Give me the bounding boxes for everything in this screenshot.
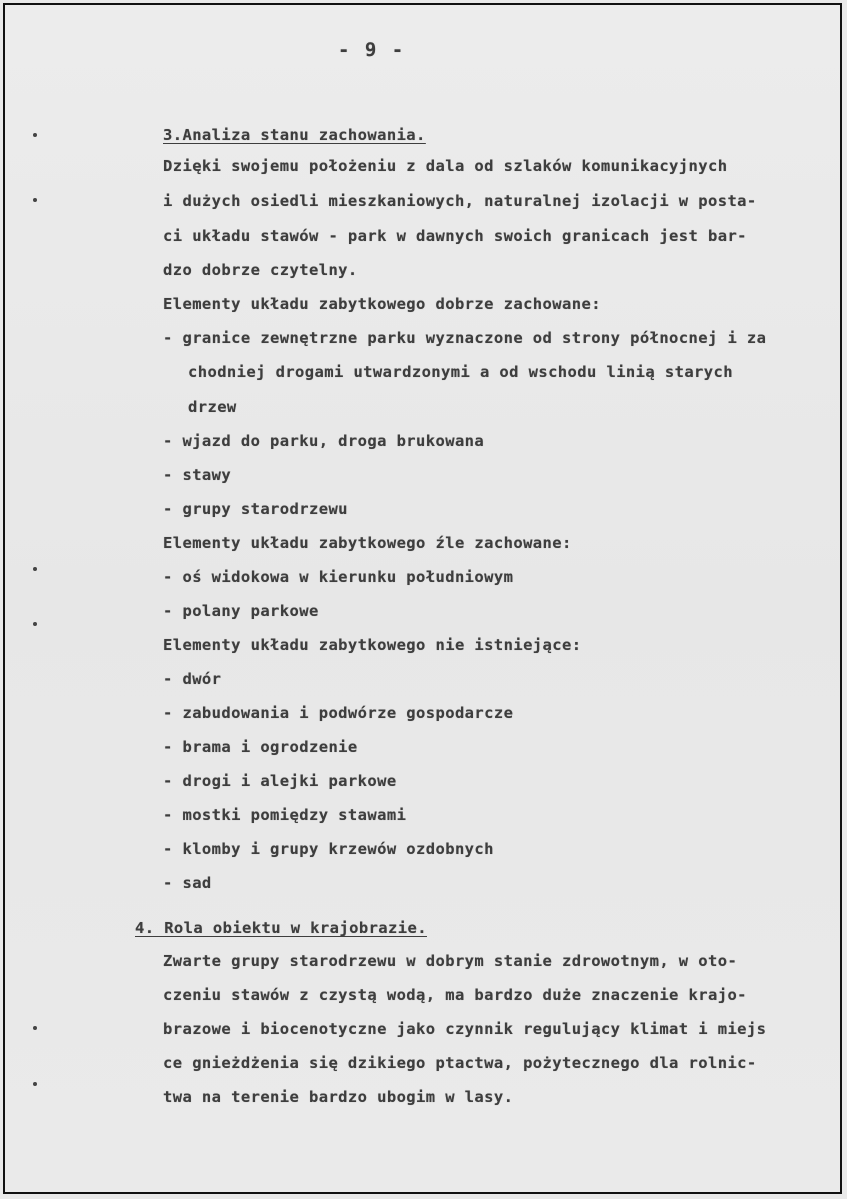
margin-dot [33,567,37,571]
list-item-continuation: drzew [188,398,237,416]
list-item: - dwór [163,670,222,688]
paragraph-line: dzo dobrze czytelny. [163,261,358,279]
section-3-heading: 3.Analiza stanu zachowania. [163,126,426,144]
list-item-continuation: chodniej drogami utwardzonymi a od wschodu linią starych [188,363,733,381]
paragraph-line: i dużych osiedli mieszkaniowych, naturalnej izolacji w posta- [163,192,757,210]
paragraph-line: ce gnieżdżenia się dzikiego ptactwa, pożytecznego dla rolnic- [163,1054,757,1072]
page-number: - 9 - [338,39,406,61]
list-item: - grupy starodrzewu [163,500,348,518]
paragraph-line: Dzięki swojemu położeniu z dala od szlaków komunikacyjnych [163,157,728,175]
list-item: - sad [163,874,212,892]
list-item: - oś widokowa w kierunku południowym [163,568,514,586]
paragraph-line: twa na terenie bardzo ubogim w lasy. [163,1088,514,1106]
document-page [3,3,842,1194]
paragraph-line: czeniu stawów z czystą wodą, ma bardzo duże znaczenie krajo- [163,986,747,1004]
paragraph-line: ci układu stawów - park w dawnych swoich granicach jest bar- [163,227,747,245]
subheading-nonexistent: Elementy układu zabytkowego nie istniejące: [163,636,582,654]
margin-dot [33,1082,37,1086]
paragraph-line: brazowe i biocenotyczne jako czynnik regulujący klimat i miejs [163,1020,767,1038]
paragraph-line: Zwarte grupy starodrzewu w dobrym stanie zdrowotnym, w oto- [163,952,738,970]
list-item: - klomby i grupy krzewów ozdobnych [163,840,494,858]
subheading-poorly-preserved: Elementy układu zabytkowego źle zachowane: [163,534,572,552]
list-item: - wjazd do parku, droga brukowana [163,432,485,450]
margin-dot [33,622,37,626]
list-item: - polany parkowe [163,602,319,620]
section-4-heading: 4. Rola obiektu w krajobrazie. [135,919,427,937]
margin-dot [33,133,37,137]
list-item: - brama i ogrodzenie [163,738,358,756]
list-item: - stawy [163,466,232,484]
list-item: - zabudowania i podwórze gospodarcze [163,704,514,722]
margin-dot [33,1026,37,1030]
subheading-well-preserved: Elementy układu zabytkowego dobrze zachowane: [163,295,601,313]
list-item: - granice zewnętrzne parku wyznaczone od strony północnej i za [163,329,767,347]
list-item: - drogi i alejki parkowe [163,772,397,790]
margin-dot [33,198,37,202]
list-item: - mostki pomiędzy stawami [163,806,407,824]
